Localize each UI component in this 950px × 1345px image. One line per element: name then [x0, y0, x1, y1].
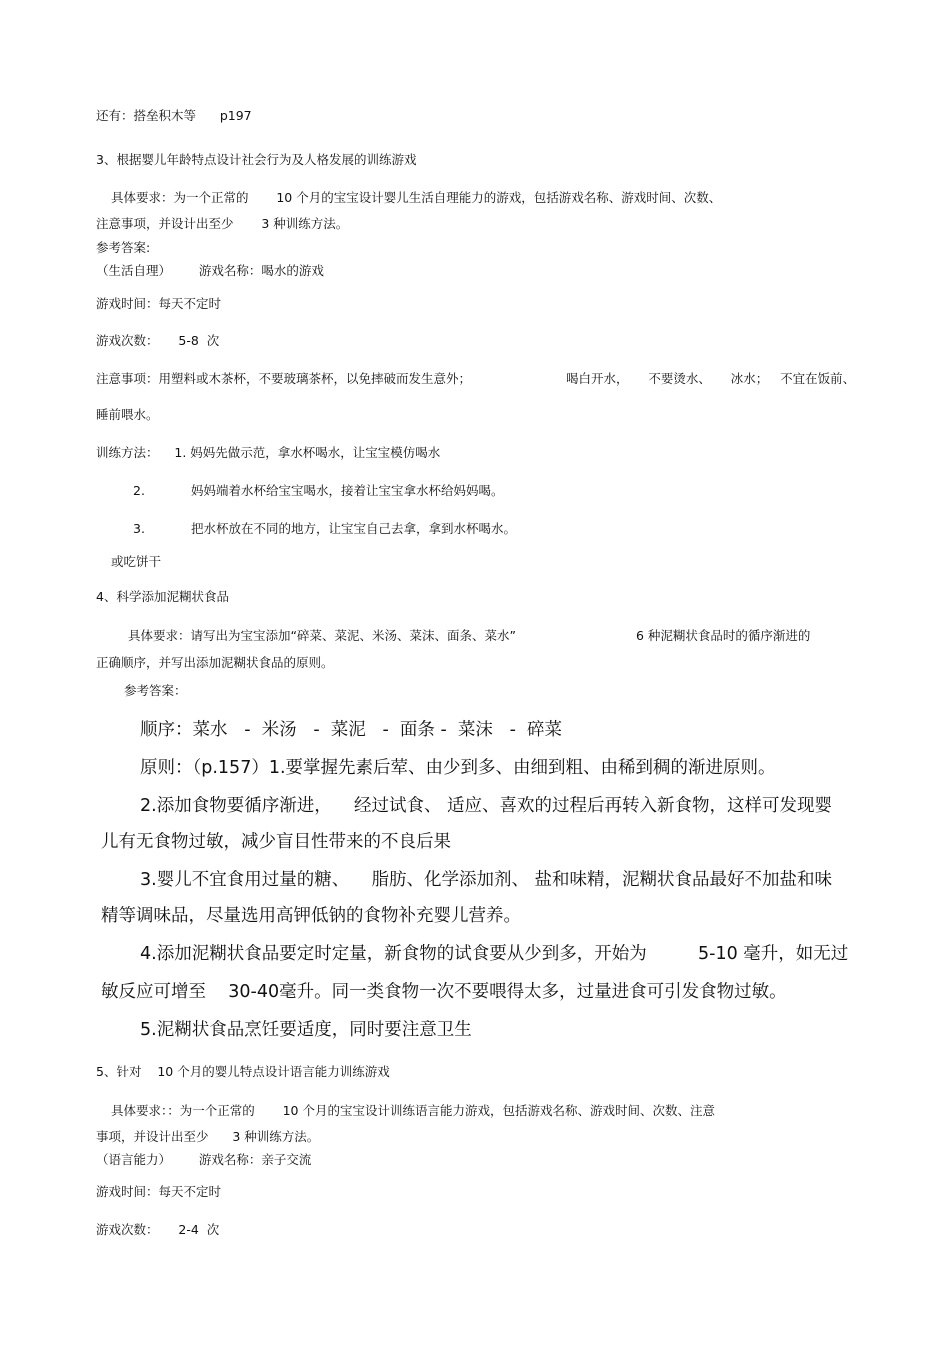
text-line: 敏反应可增至 30-40毫升。同一类食物一次不要喂得太多，过量进食可引发食物过敏。	[101, 982, 787, 1002]
text-line: 参考答案：	[124, 683, 187, 698]
text-line: 注意事项：用塑料或木茶杯，不要玻璃茶杯，以免摔破而发生意外；	[96, 371, 472, 386]
text-line: 把水杯放在不同的地方，让宝宝自己去拿，拿到水杯喝水。	[191, 521, 517, 536]
text-line: 具体要求：：为一个正常的 10 个月的宝宝设计训练语言能力游戏，包括游戏名称、游戏时间、次数、注意	[111, 1103, 715, 1118]
text-line: 游戏时间：每天不定时	[96, 1184, 222, 1199]
text-line: 儿有无食物过敏，减少盲目性带来的不良后果	[101, 832, 451, 852]
text-line: 训练方法： 1. 妈妈先做示范，拿水杯喝水，让宝宝模仿喝水	[96, 445, 441, 460]
text-line: 精等调味品，尽量选用高钾低钠的食物补充婴儿营养。	[101, 906, 521, 926]
section-heading: 3、根据婴儿年龄特点设计社会行为及人格发展的训练游戏	[96, 152, 417, 167]
text-line: 游戏次数： 5-8 次	[96, 333, 220, 348]
text-line: 参考答案:	[96, 240, 151, 255]
text-line: 5-10 毫升，如无过	[698, 944, 849, 964]
text-line: 喝白开水， 不要烫水、 冰水； 不宜在饭前、	[566, 371, 856, 386]
text-line: 睡前喂水。	[96, 407, 159, 422]
text-line: 游戏时间：每天不定时	[96, 296, 222, 311]
text-line: 原则：（p.157）1.要掌握先素后荤、由少到多、由细到粗、由稀到稠的渐进原则。	[140, 758, 776, 778]
text-line: 2.添加食物要循序渐进， 经过试食、 适应、喜欢的过程后再转入新食物，这样可发现婴	[140, 796, 833, 816]
section-heading: 4、科学添加泥糊状食品	[96, 589, 229, 604]
text-line: 6 种泥糊状食品时的循序渐进的	[636, 628, 811, 643]
text-line: 具体要求：请写出为宝宝添加“碎菜、菜泥、米汤、菜沫、面条、菜水”	[128, 628, 516, 643]
text-line: 顺序：菜水 - 米汤 - 菜泥 - 面条 - 菜沫 - 碎菜	[140, 720, 563, 740]
text-line: 正确顺序，并写出添加泥糊状食品的原则。	[96, 655, 334, 670]
text-line: 5.泥糊状食品烹饪要适度，同时要注意卫生	[140, 1020, 472, 1040]
text-line: 注意事项，并设计出至少 3 种训练方法。	[96, 216, 349, 231]
text-line: 或吃饼干	[111, 554, 162, 569]
text-line: （语言能力） 游戏名称：亲子交流	[96, 1152, 312, 1167]
list-number: 3.	[133, 521, 145, 536]
text-line: 事项，并设计出至少 3 种训练方法。	[96, 1129, 320, 1144]
text-line: 妈妈端着水杯给宝宝喝水，接着让宝宝拿水杯给妈妈喝。	[191, 483, 504, 498]
text-line: 游戏次数： 2-4 次	[96, 1222, 220, 1237]
list-number: 2.	[133, 483, 145, 498]
text-line: （生活自理） 游戏名称：喝水的游戏	[96, 263, 324, 278]
text-line: 还有：搭垒积木等 p197	[96, 108, 252, 123]
text-line: 3.婴儿不宜食用过量的糖、 脂肪、化学添加剂、 盐和味精，泥糊状食品最好不加盐和味	[140, 870, 833, 890]
section-heading: 5、针对 10 个月的婴儿特点设计语言能力训练游戏	[96, 1064, 390, 1079]
text-line: 具体要求：为一个正常的 10 个月的宝宝设计婴儿生活自理能力的游戏，包括游戏名称、游戏时间、次数、	[111, 190, 722, 205]
text-line: 4.添加泥糊状食品要定时定量，新食物的试食要从少到多，开始为	[140, 944, 647, 964]
